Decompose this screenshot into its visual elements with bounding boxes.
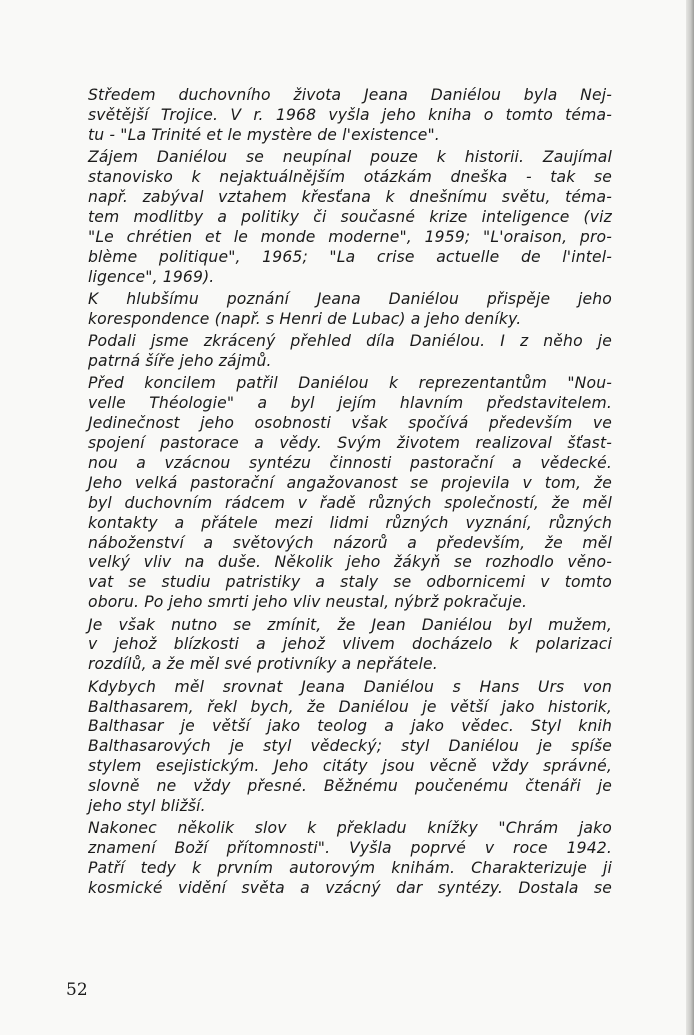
text-line: ligence", 1969). xyxy=(88,267,215,286)
text-line: Balthasarových je styl vědecký; styl Daniélou je spíše xyxy=(88,737,612,756)
paragraph xyxy=(64,819,612,899)
text-line: v jehož blízkosti a jehož vlivem docházelo k polarizaci xyxy=(88,635,612,654)
text-line: tem modlitby a politiky či současné krize inteligence (viz xyxy=(88,207,612,226)
text-line: Podali jsme zkrácený přehled díla Daniélou. I z něho je xyxy=(88,332,612,351)
text-line: spojení pastorace a vědy. Svým životem realizoval šťast- xyxy=(88,433,612,452)
text-line: Zájem Daniélou se neupínal pouze k historii. Zaujímal xyxy=(88,148,612,167)
page-edge-shadow xyxy=(686,0,694,1035)
text-line: Kdybych měl srovnat Jeana Daniélou s Hans Urs von xyxy=(88,677,612,696)
text-line: K hlubšímu poznání Jeana Daniélou přispěje jeho xyxy=(88,289,612,308)
paragraph xyxy=(64,332,612,372)
paragraph xyxy=(64,290,612,330)
text-line: Před koncilem patřil Daniélou k reprezentantům "Nou- xyxy=(88,374,612,393)
text-line: Středem duchovního života Jeana Daniélou byla Nej- xyxy=(88,86,612,104)
text-line: velle Théologie" a byl jejím hlavním představitelem. xyxy=(88,394,612,413)
text-line: vat se studiu patristiky a staly se odbornicemi v tomto xyxy=(88,573,612,592)
text-line: Nakonec několik slov k překladu knížky "Chrám jako xyxy=(88,819,612,838)
text-line: kontakty a přátele mezi lidmi různých vyznání, různých xyxy=(88,513,612,532)
text-line: patrná šíře jeho zájmů. xyxy=(88,351,272,370)
text-line: byl duchovním rádcem v řadě různých společností, že měl xyxy=(88,493,612,512)
text-line: korespondence (např. s Henri de Lubac) a jeho deníky. xyxy=(88,309,522,328)
text-line: znamení Boží přítomnosti". Vyšla poprvé v roce 1942. xyxy=(88,839,612,858)
paragraph xyxy=(64,148,612,287)
page-number: 52 xyxy=(66,980,88,1000)
text-line: stanovisko k nejaktuálnějším otázkám dneška - tak se xyxy=(88,168,612,187)
text-line: velký vliv na duše. Několik jeho žákyň se rozhodlo věno- xyxy=(88,553,612,572)
paragraph xyxy=(64,616,612,676)
text-line: slovně ne vždy přesné. Běžnému poučenému čtenáři je xyxy=(88,777,612,796)
text-line: oboru. Po jeho smrti jeho vliv neustal, nýbrž pokračuje. xyxy=(88,593,528,612)
text-line: tu - "La Trinité et le mystère de l'existence". xyxy=(88,125,440,144)
text-line: Jeho velká pastorační angažovanost se projevila v tom, že xyxy=(88,473,612,492)
text-line: Balthasar je větší jako teolog a jako vědec. Styl knih xyxy=(88,717,612,736)
text-line: nou a vzácnou syntézu činnosti pastorační a vědecké. xyxy=(88,453,612,472)
body-text xyxy=(64,86,612,901)
text-line: blème politique", 1965; "La crise actuelle de l'intel- xyxy=(88,247,612,266)
paragraph xyxy=(64,86,612,146)
text-line: Je však nutno se zmínit, že Jean Daniélou byl mužem, xyxy=(88,615,612,634)
text-line: kosmické vidění světa a vzácný dar syntézy. Dostala se xyxy=(88,879,612,898)
text-line: náboženství a světových názorů a především, že měl xyxy=(88,533,612,552)
text-line: Balthasarem, řekl bych, že Daniélou je větší jako historik, xyxy=(88,697,612,716)
text-line: světější Trojice. V r. 1968 vyšla jeho kniha o tomto téma- xyxy=(88,105,612,124)
text-line: jeho styl bližší. xyxy=(88,797,206,816)
text-line: Patří tedy k prvním autorovým knihám. Charakterizuje ji xyxy=(88,859,612,878)
text-line: stylem esejistickým. Jeho citáty jsou věcně vždy správné, xyxy=(88,757,612,776)
paragraph xyxy=(64,678,612,817)
text-line: např. zabýval vztahem křesťana k dnešnímu světu, téma- xyxy=(88,187,612,206)
paragraph xyxy=(64,374,612,613)
text-line: rozdílů, a že měl své protivníky a nepřátele. xyxy=(88,655,438,674)
text-line: Jedinečnost jeho osobnosti však spočívá především ve xyxy=(88,414,612,433)
text-line: "Le chrétien et le monde moderne", 1959; "L'oraison, pro- xyxy=(88,227,612,246)
